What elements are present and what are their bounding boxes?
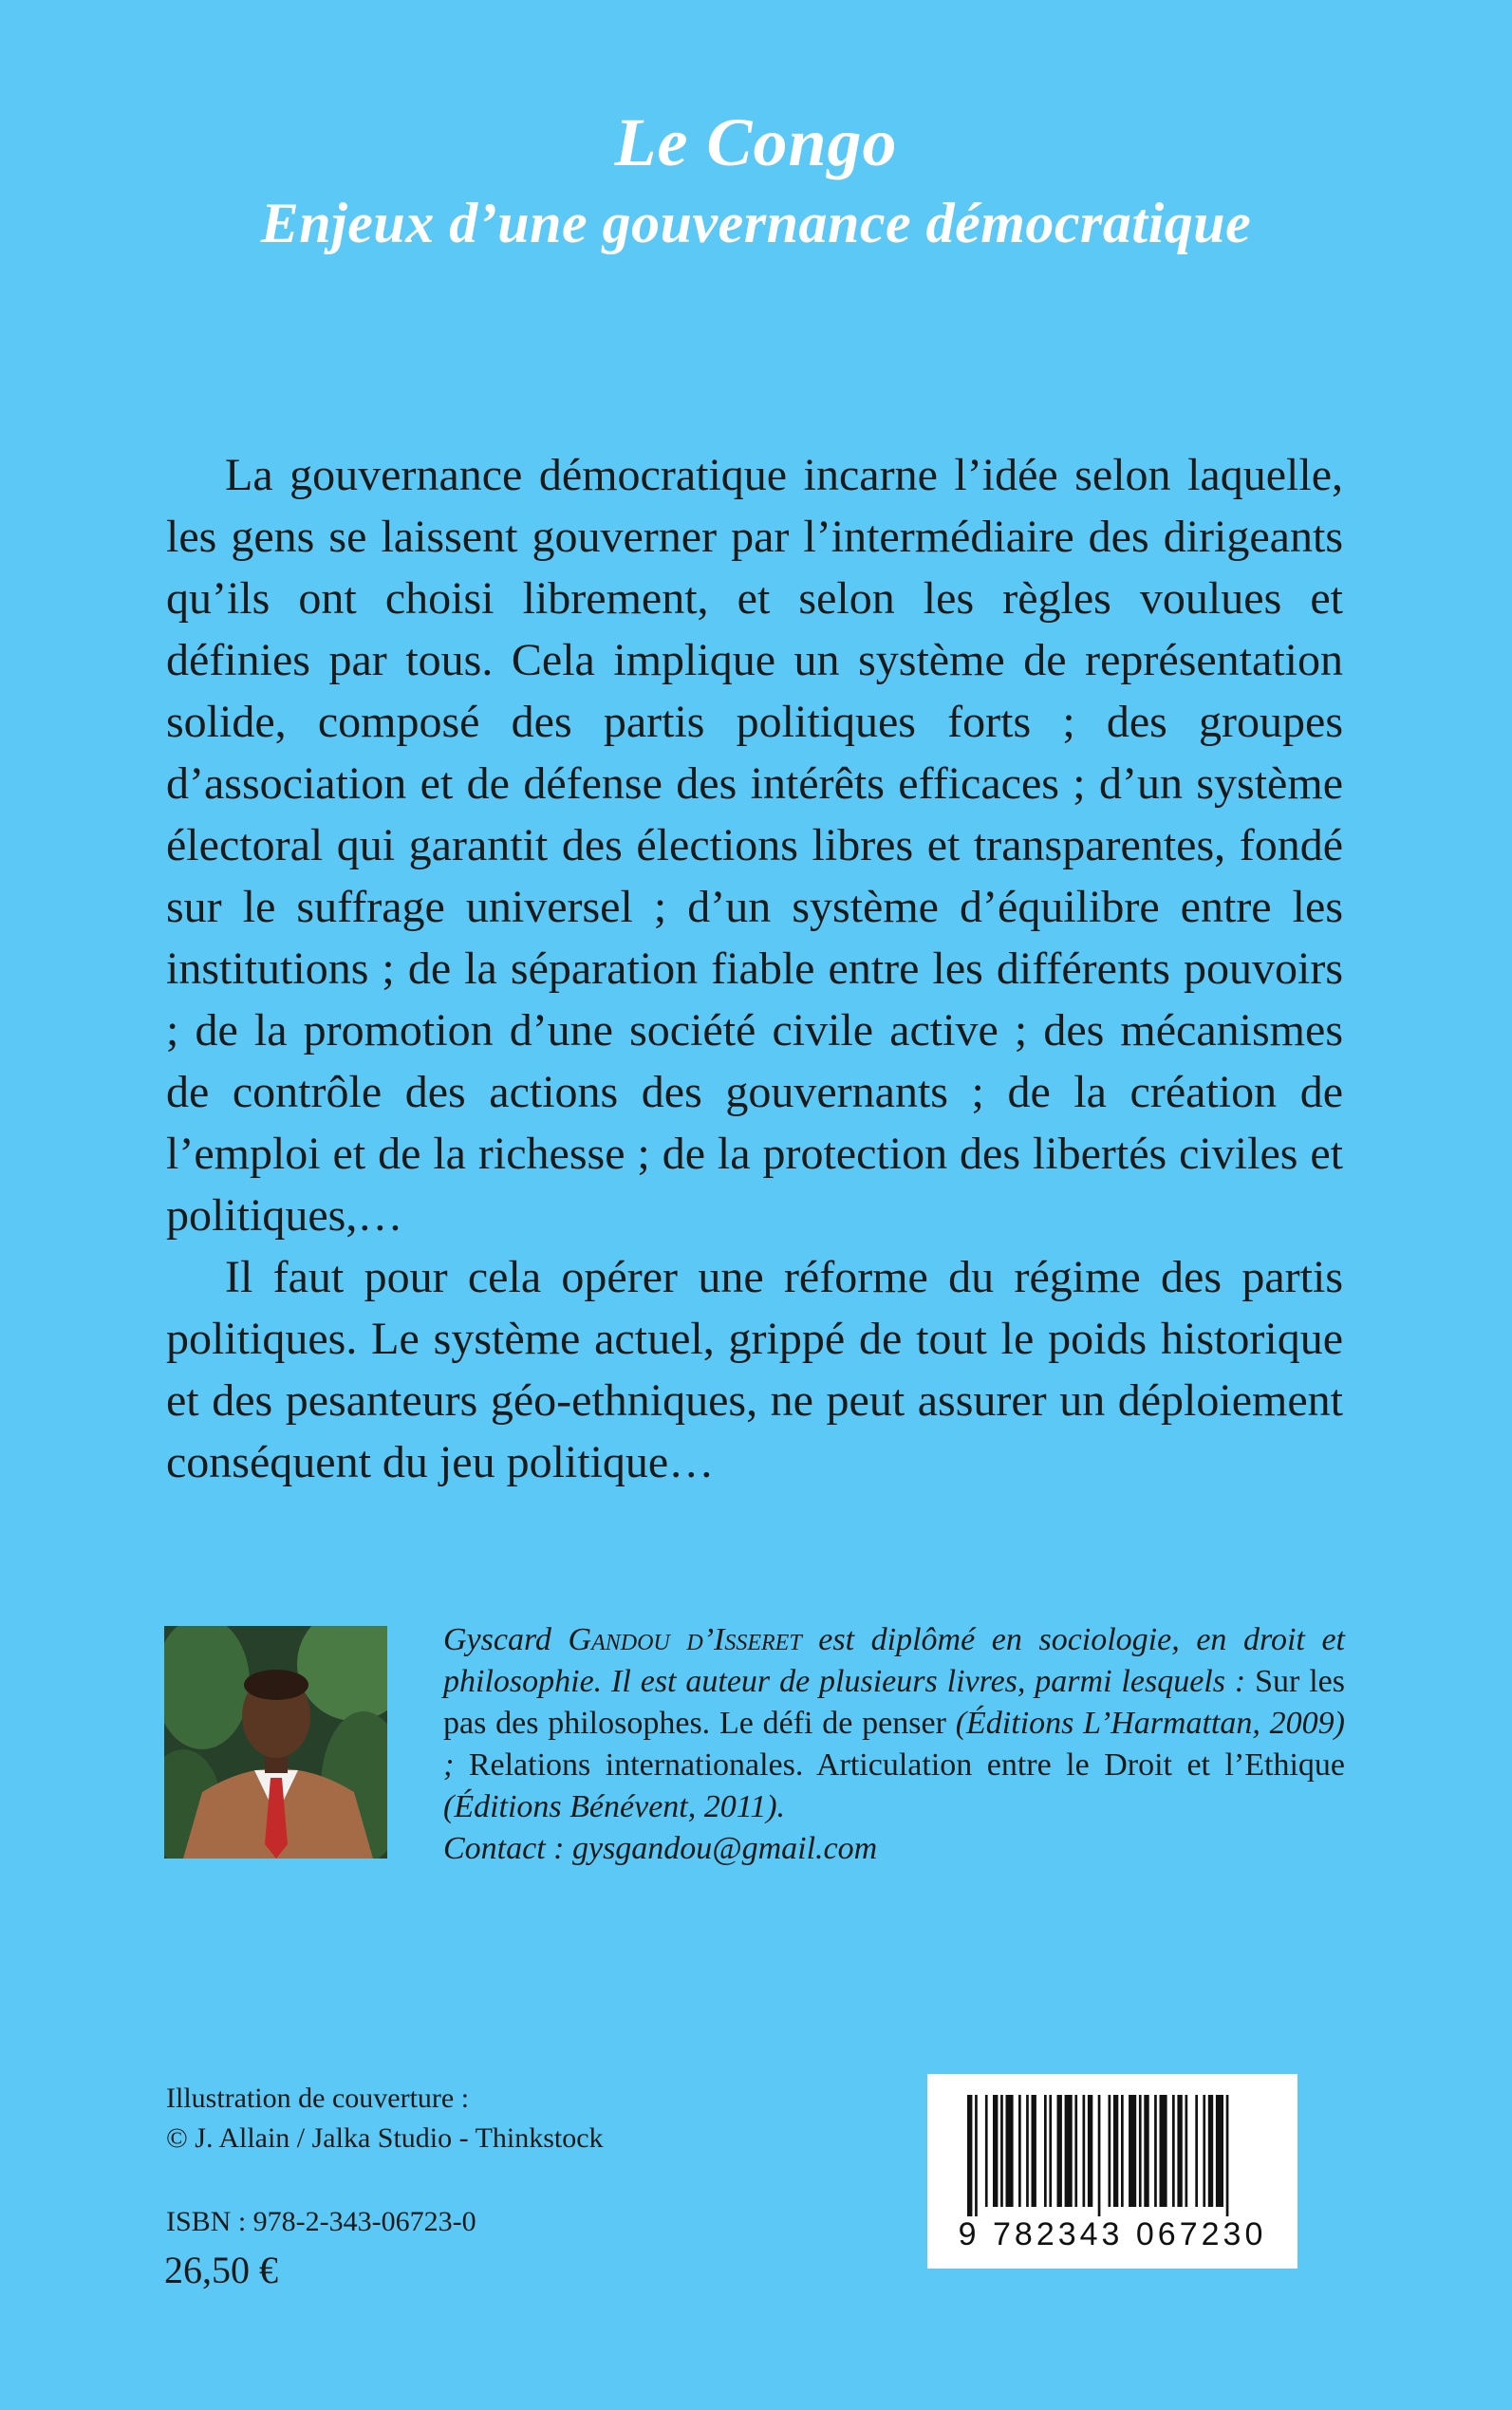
- barcode-bar: [1185, 2095, 1188, 2207]
- barcode-bar: [1203, 2095, 1205, 2207]
- price: 26,50 €: [164, 2249, 278, 2291]
- back-cover-blurb: [166, 444, 1343, 1493]
- barcode-bar: [1000, 2095, 1003, 2207]
- author-first-name: Gyscard: [443, 1622, 551, 1657]
- barcode-bar: [1006, 2095, 1014, 2207]
- book-2-publisher: (Éditions Bénévent, 2011).: [443, 1789, 786, 1824]
- barcode-bar: [1109, 2095, 1111, 2207]
- book-title-block: [0, 100, 1512, 261]
- barcode-bar: [975, 2095, 978, 2216]
- blurb-paragraph-2: Il faut pour cela opérer une réforme du régime des partis politiques. Le système actuel, grippé de tout le poids historique et des pesanteurs géo-ethniques, ne peut assurer un déploiement conséquent du jeu politique…: [166, 1252, 1343, 1487]
- barcode-bar: [1154, 2095, 1157, 2207]
- barcode-bar: [1208, 2095, 1213, 2207]
- barcode-bar: [1195, 2095, 1198, 2207]
- credits-line-2: © J. Allain / Jalka Studio - Thinkstock: [166, 2122, 604, 2154]
- barcode-bar: [1083, 2095, 1086, 2207]
- barcode-bar: [1226, 2095, 1229, 2216]
- barcode-bar: [967, 2095, 972, 2216]
- book-1-title: Sur les pas des philosophes. Le défi de penser: [443, 1664, 1345, 1741]
- barcode-bar: [1074, 2095, 1077, 2207]
- book-1-publisher: (Éditions L’Harmattan, 2009) ;: [443, 1706, 1345, 1783]
- author-bio: [443, 1619, 1345, 1870]
- barcode-bar: [1139, 2095, 1142, 2207]
- author-last-name: Gandou d’Isseret: [568, 1622, 802, 1657]
- book-2-title: Relations internationales. Articulation entre le Droit et l’Ethique: [468, 1747, 1345, 1783]
- barcode-bar: [1026, 2095, 1029, 2207]
- barcode-bar: [1065, 2095, 1073, 2207]
- author-contact: Contact : gysgandou@gmail.com: [443, 1831, 878, 1866]
- barcode-bar: [1216, 2095, 1223, 2207]
- author-name: [443, 1622, 802, 1657]
- cover-credits: [166, 2079, 604, 2158]
- isbn: ISBN : 978-2-343-06723-0: [166, 2206, 476, 2237]
- author-photo: [164, 1626, 387, 1859]
- author-portrait-illustration: [164, 1626, 387, 1859]
- blurb-paragraph-1: La gouvernance démocratique incarne l’idée selon laquelle, les gens se laissent gouverner par l’intermédiaire des dirigeants qu’ils ont choisi librement, et selon les règles voulues et définies par tous. Cela implique un système de représentation solide, composé des partis politiques forts ; des groupes d’association et de défense des intérêts efficaces ; d’un système électoral qui garantit des élections libres et transparentes, fondé sur le suffrage universel ; d’un système d’équilibre entre les institutions ; de la séparation fiable entre les différents pouvoirs ; de la promotion d’une société civile active ; des mécanismes de contrôle des actions des gouvernants ; de la création de l’emploi et de la richesse ; de la protection des libertés civiles et politiques,…: [166, 450, 1343, 1241]
- barcode-bar: [1098, 2095, 1101, 2216]
- barcode-bar: [1172, 2095, 1175, 2207]
- book-subtitle: Enjeux d’une gouvernance démocratique: [260, 192, 1252, 254]
- author-bio-intro: est diplômé en sociologie, en droit et philosophie. Il est auteur de plusieurs livres, parmi lesquels :: [443, 1622, 1346, 1699]
- barcode-bar: [985, 2095, 988, 2207]
- barcode-bar: [1088, 2095, 1092, 2207]
- barcode: [927, 2074, 1297, 2269]
- barcode-bar: [993, 2095, 998, 2207]
- barcode-bar: [1044, 2095, 1047, 2207]
- barcode-bars: [927, 2074, 1297, 2226]
- barcode-bar: [1049, 2095, 1052, 2207]
- barcode-bar: [1018, 2095, 1021, 2207]
- barcode-bar: [1121, 2095, 1124, 2207]
- barcode-bar: [1057, 2095, 1062, 2207]
- book-title: Le Congo: [614, 104, 898, 180]
- barcode-bar: [1144, 2095, 1148, 2207]
- barcode-bar: [1177, 2095, 1182, 2207]
- barcode-bar: [1129, 2095, 1136, 2207]
- credits-line-1: Illustration de couverture :: [166, 2083, 470, 2114]
- barcode-bar: [1160, 2095, 1167, 2207]
- barcode-digits: 9 782343 067230: [958, 2216, 1267, 2252]
- barcode-bar: [1032, 2095, 1036, 2207]
- barcode-bar: [1113, 2095, 1118, 2207]
